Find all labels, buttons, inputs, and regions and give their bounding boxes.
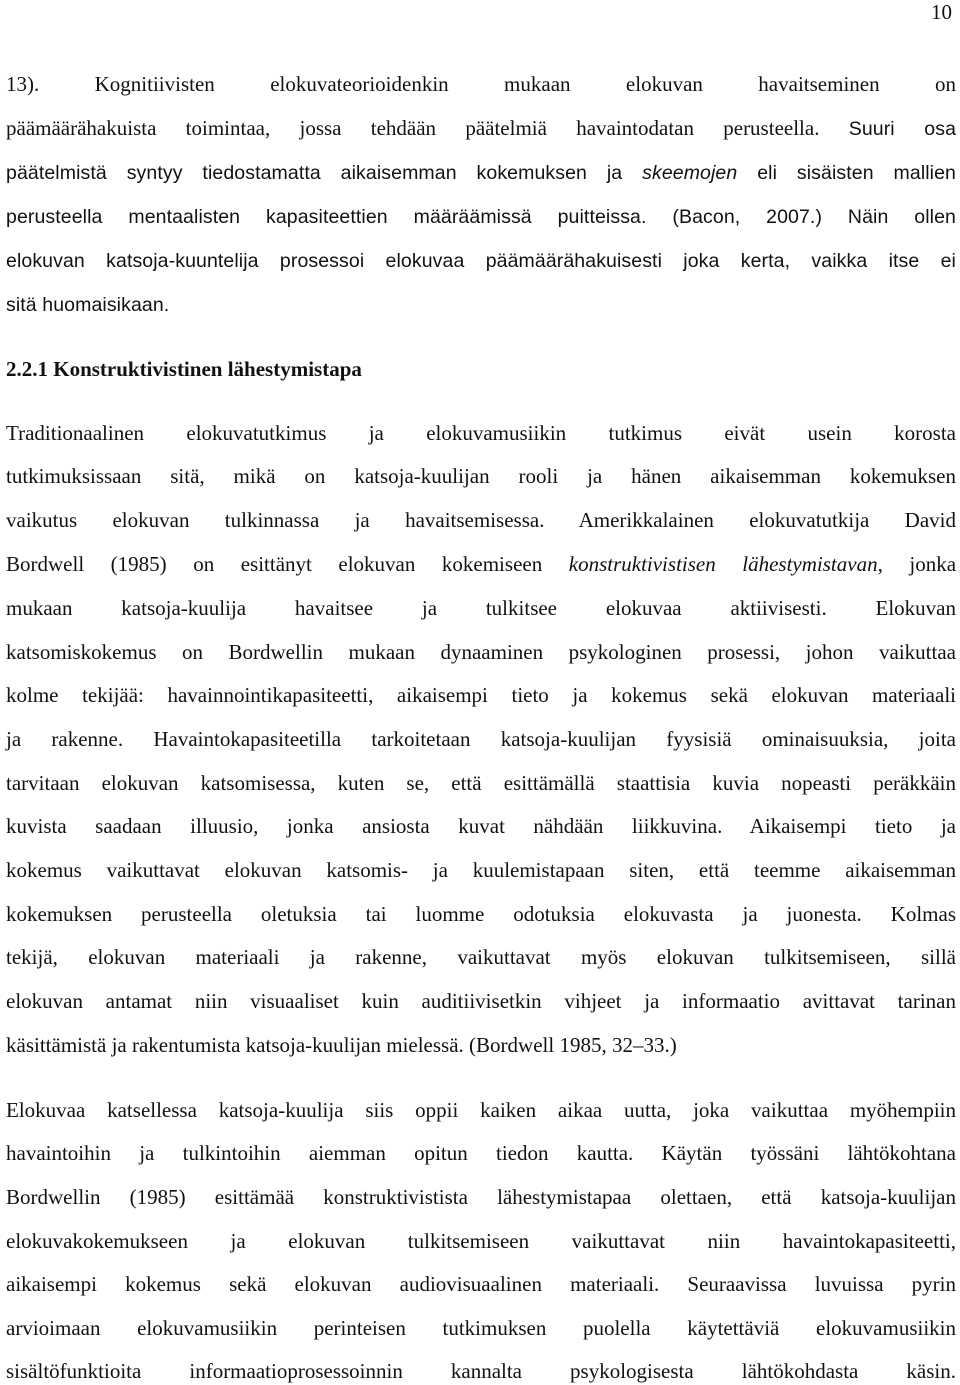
text-line	[6, 812, 956, 840]
text-run: Suuri osa	[848, 118, 957, 140]
text-line	[6, 1314, 956, 1342]
text-run: katsomiskokemus on Bordwellin mukaan dynaaminen psykologinen prosessi, johon vaikuttaa	[6, 640, 956, 664]
text-line	[6, 1227, 956, 1255]
text-run: 13). Kognitiivisten elokuvateorioidenkin mukaan elokuvan havaitseminen on	[6, 72, 956, 96]
text-run: Näin ollen	[847, 206, 956, 228]
text-run: konstruktivistisen lähestymistavan	[568, 552, 878, 576]
text-line	[6, 1183, 956, 1211]
text-line	[6, 506, 956, 534]
text-line	[6, 462, 956, 490]
text-run: tarvitaan elokuvan katsomisessa, kuten se, että esittämällä staattisia kuvia nopeasti peräkkäin	[6, 771, 956, 795]
text-run: aikaisempi kokemus sekä elokuvan audiovisuaalinen materiaali. Seuraavissa luvuissa pyrin	[6, 1272, 956, 1296]
text-run: ja rakenne. Havaintokapasiteetilla tarkoitetaan katsoja-kuulijan fyysisiä ominaisuuksia, joita	[6, 727, 956, 751]
text-run: , jonka	[877, 552, 957, 576]
text-run: sitä huomaisikaan.	[6, 294, 170, 316]
text-line	[6, 638, 956, 666]
text-run: perusteella mentaalisten kapasiteettien määräämissä puitteissa. (Bacon, 2007.)	[6, 206, 848, 228]
text-run: Bordwell (1985) on esittänyt elokuvan kokemiseen	[6, 552, 569, 576]
text-line	[6, 1270, 956, 1298]
text-line	[6, 900, 956, 928]
text-line	[6, 987, 956, 1015]
section-heading: 2.2.1 Konstruktivistinen lähestymistapa	[6, 357, 362, 381]
text-run: havaintoihin ja tulkintoihin aiemman opitun tiedon kautta. Käytän työssäni lähtökohtana	[6, 1141, 956, 1165]
text-run: kolme tekijää: havainnointikapasiteetti, aikaisempi tieto ja kokemus sekä elokuvan materiaali	[6, 683, 956, 707]
text-run: Traditionaalinen elokuvatutkimus ja elokuvamusiikin tutkimus eivät usein korosta	[6, 421, 956, 445]
text-line	[6, 681, 956, 709]
text-run: eli sisäisten mallien	[737, 162, 957, 184]
text-run: Bordwellin (1985) esittämää konstruktivistista lähestymistapaa olettaen, että katsoja-kuulijan	[6, 1185, 956, 1209]
text-line	[6, 1031, 956, 1059]
text-line	[6, 246, 956, 274]
text-run: Elokuvaa katsellessa katsoja-kuulija siis oppii kaiken aikaa uutta, joka vaikuttaa myöhempiin	[6, 1098, 956, 1122]
text-line	[6, 290, 956, 318]
text-run: skeemojen	[642, 162, 738, 184]
text-line	[6, 1139, 956, 1167]
text-line	[6, 594, 956, 622]
text-line	[6, 856, 956, 884]
text-line	[6, 943, 956, 971]
text-run: kuvista saadaan illuusio, jonka ansiosta kuvat nähdään liikkuvina. Aikaisempi tieto ja	[6, 814, 956, 838]
text-run: elokuvakokemukseen ja elokuvan tulkitsemiseen vaikuttavat niin havaintokapasiteetti,	[6, 1229, 956, 1253]
text-run: kokemus vaikuttavat elokuvan katsomis- ja kuulemistapaan siten, että teemme aikaisemman	[6, 858, 956, 882]
page-number: 10	[931, 0, 952, 24]
text-run: päämäärähakuista toimintaa, jossa tehdään päätelmiä havaintodatan perusteella.	[6, 116, 849, 140]
text-run: käsittämistä ja rakentumista katsoja-kuulijan mielessä. (Bordwell 1985, 32–33.)	[6, 1033, 677, 1057]
text-line	[6, 419, 956, 447]
text-line	[6, 70, 956, 98]
text-run: elokuvan katsoja-kuuntelija prosessoi elokuvaa päämäärähakuisesti joka kerta, vaikka itse ei	[6, 250, 956, 272]
text-line	[6, 1357, 956, 1385]
text-line	[6, 158, 956, 186]
text-run: päätelmistä syntyy tiedostamatta aikaisemman kokemuksen ja	[6, 162, 643, 184]
text-line	[6, 769, 956, 797]
text-line	[6, 725, 956, 753]
text-run: kokemuksen perusteella oletuksia tai luomme odotuksia elokuvasta ja juonesta. Kolmas	[6, 902, 956, 926]
text-run: sisältöfunktioita informaatioprosessoinnin kannalta psykologisesta lähtökohdasta käsin.	[6, 1359, 956, 1383]
text-line	[6, 550, 956, 578]
text-line	[6, 202, 956, 230]
text-run: tekijä, elokuvan materiaali ja rakenne, vaikuttavat myös elokuvan tulkitsemiseen, sillä	[6, 945, 956, 969]
text-run: arvioimaan elokuvamusiikin perinteisen tutkimuksen puolella käytettäviä elokuvamusiikin	[6, 1316, 956, 1340]
text-run: tutkimuksissaan sitä, mikä on katsoja-kuulijan rooli ja hänen aikaisemman kokemuksen	[6, 464, 956, 488]
text-run: elokuvan antamat niin visuaaliset kuin auditiivisetkin vihjeet ja informaatio avittavat tarinan	[6, 989, 956, 1013]
text-run: vaikutus elokuvan tulkinnassa ja havaitsemisessa. Amerikkalainen elokuvatutkija David	[6, 508, 956, 532]
text-line	[6, 1096, 956, 1124]
text-line	[6, 114, 956, 142]
text-run: mukaan katsoja-kuulija havaitsee ja tulkitsee elokuvaa aktiivisesti. Elokuvan	[6, 596, 956, 620]
